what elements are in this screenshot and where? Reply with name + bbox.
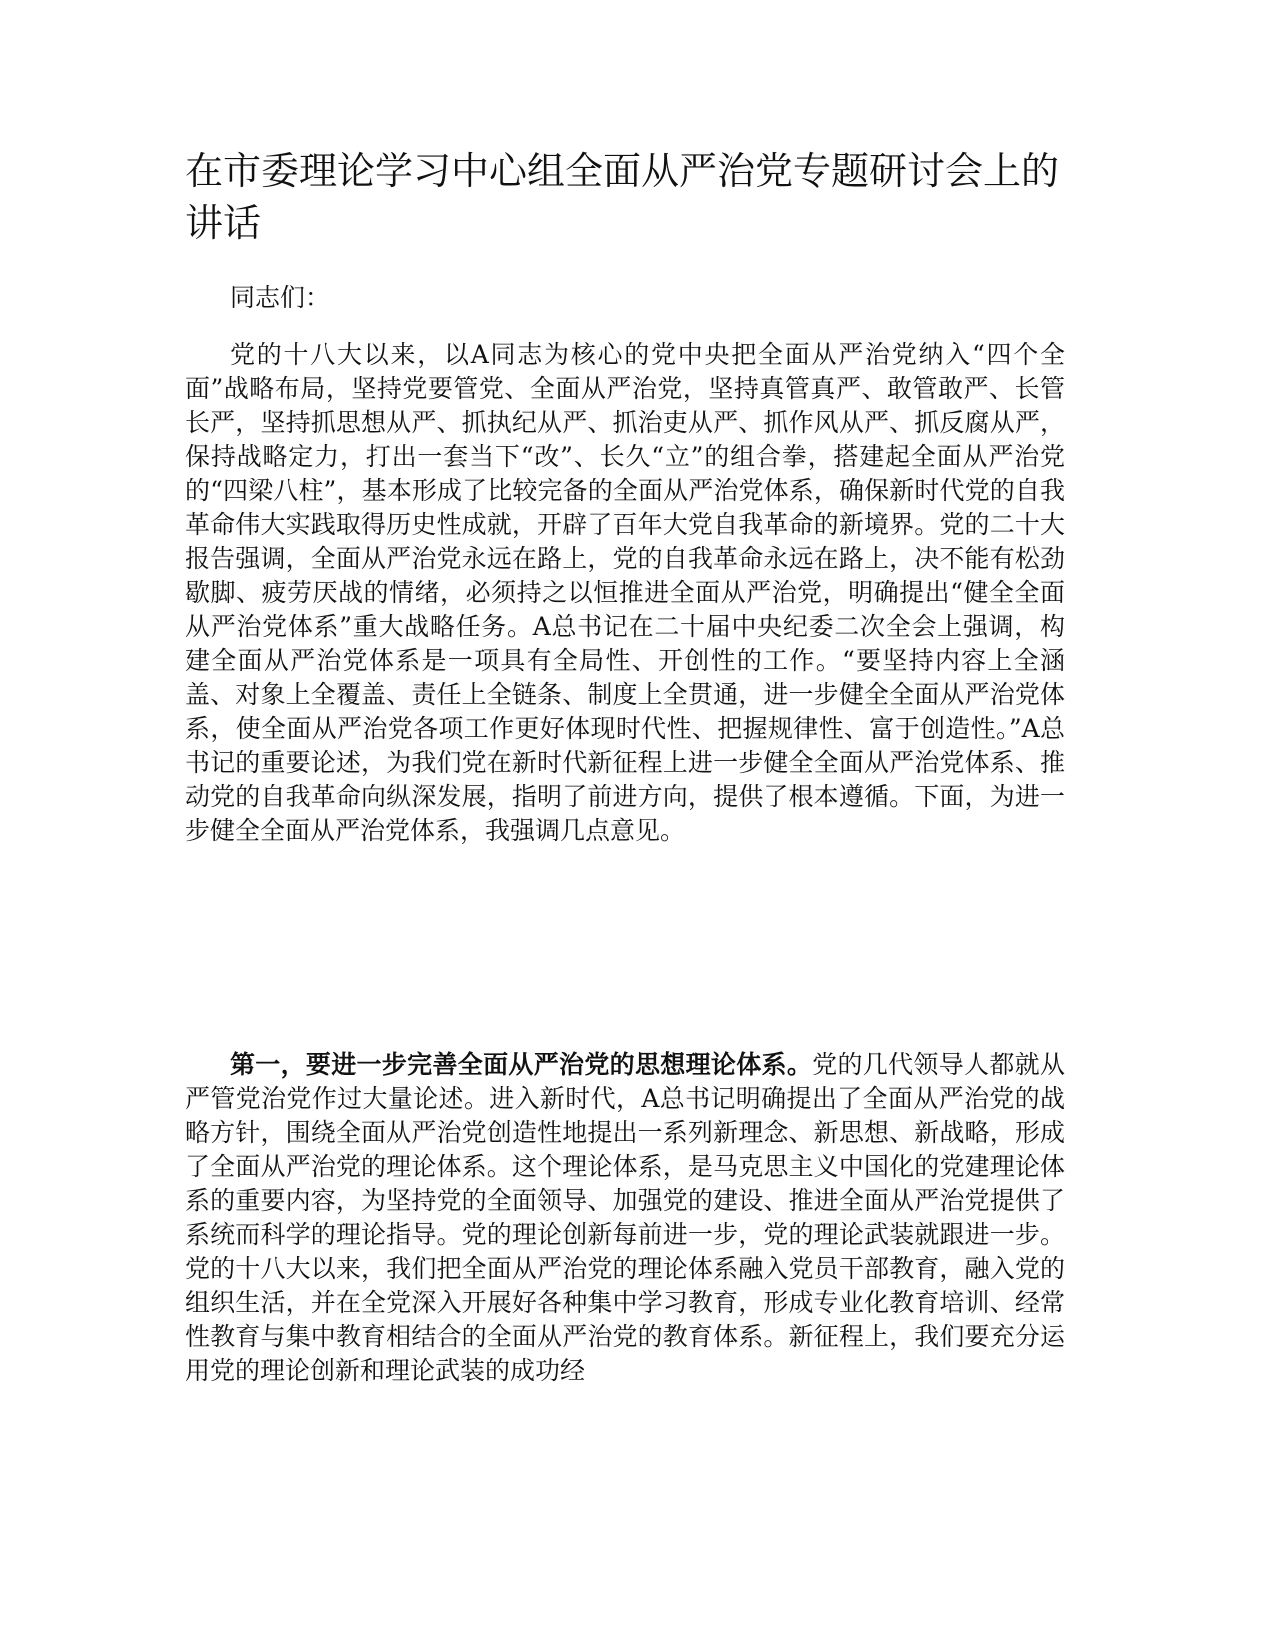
salutation: 同志们： bbox=[230, 283, 331, 312]
paragraph-body: 党的十八大以来，以A同志为核心的党中央把全面从严治党纳入“四个全面”战略布局，坚持党要管党、全面从严治党，坚持真管真严、敢管敢严、长管长严，坚持抓思想从严、抓执纪从严、抓治吏从严、抓作风从严、抓反腐从严，保持战略定力，打出一套当下“改”、长久“立”的组合拳，搭建起全面从严治党的“四梁八柱”，基本形成了比较完备的全面从严治党体系，确保新时代党的自我革命伟大实践取得历史性成就，开辟了百年大党自我革命的新境界。党的二十大报告强调，全面从严治党永远在路上，党的自我革命永远在路上，决不能有松劲歇脚、疲劳厌战的情绪，必须持之以恒推进全面从严治党，明确提出“健全全面从严治党体系”重大战略任务。A总书记在二十届中央纪委二次全会上强调，构建全面从严治党体系是一项具有全局性、开创性的工作。“要坚持内容上全涵盖、对象上全覆盖、责任上全链条、制度上全贯通，进一步健全全面从严治党体系，使全面从严治党各项工作更好体现时代性、把握规律性、富于创造性。”A总书记的重要论述，为我们党在新时代新征程上进一步健全全面从严治党体系、推动党的自我革命向纵深发展，指明了前进方向，提供了根本遵循。下面，为进一步健全全面从严治党体系，我强调几点意见。 bbox=[185, 340, 1065, 845]
paragraph-intro bbox=[185, 338, 1065, 848]
paragraph-lead-heading: 第一，要进一步完善全面从严治党的思想理论体系。 bbox=[230, 1050, 813, 1079]
paragraph-body: 党的几代领导人都就从严管党治党作过大量论述。进入新时代，A总书记明确提出了全面从严治党的战略方针，围绕全面从严治党创造性地提出一系列新理念、新思想、新战略，形成了全面从严治党的理论体系。这个理论体系，是马克思主义中国化的党建理论体系的重要内容，为坚持党的全面领导、加强党的建设、推进全面从严治党提供了系统而科学的理论指导。党的理论创新每前进一步，党的理论武装就跟进一步。党的十八大以来，我们把全面从严治党的理论体系融入党员干部教育，融入党的组织生活，并在全党深入开展好各种集中学习教育，形成专业化教育培训、经常性教育与集中教育相结合的全面从严治党的教育体系。新征程上，我们要充分运用党的理论创新和理论武装的成功经 bbox=[185, 1050, 1065, 1385]
paragraph-point-one bbox=[185, 1048, 1065, 1388]
document-title: 在市委理论学习中心组全面从严治党专题研讨会上的讲话 bbox=[185, 149, 1060, 245]
